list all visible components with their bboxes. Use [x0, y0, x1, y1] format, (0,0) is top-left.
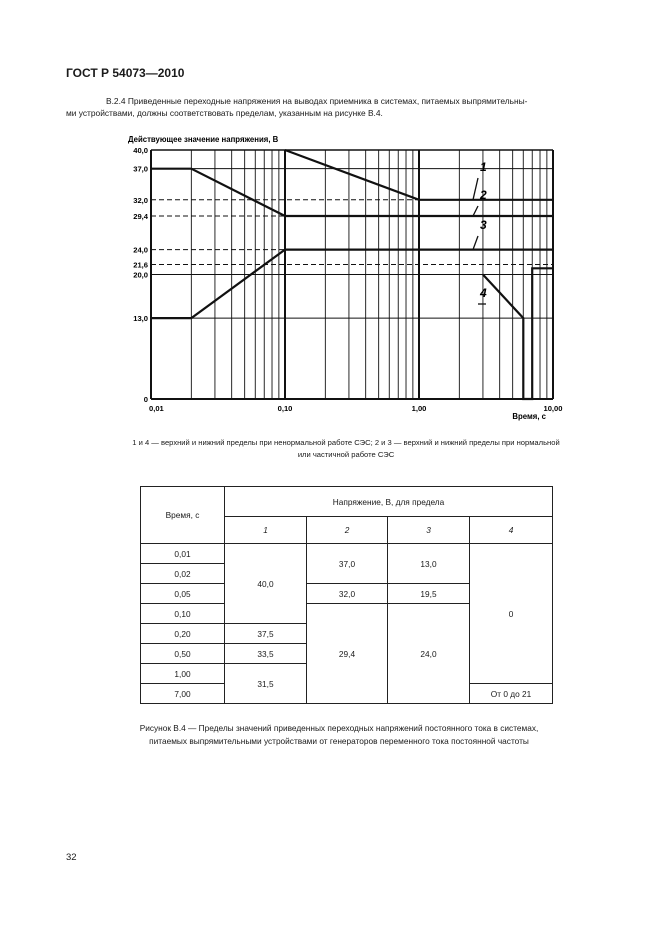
limit4-cell: От 0 до 21 — [470, 684, 553, 704]
figure-legend — [96, 437, 596, 461]
limit1-cell: 33,5 — [225, 644, 307, 664]
limit1-cell: 37,5 — [225, 624, 307, 644]
limit3-cell: 24,0 — [388, 604, 470, 704]
chart-title: Действующее значение напряжения, В — [128, 135, 279, 144]
header-limit-3: 3 — [388, 517, 470, 544]
y-tick-label: 40,0 — [133, 146, 148, 155]
callout-leader-1 — [473, 178, 478, 200]
y-tick-label: 0 — [143, 395, 148, 404]
voltage-limits-table — [140, 486, 553, 704]
page-number: 32 — [66, 852, 77, 863]
series-label-1: 1 — [480, 160, 487, 174]
voltage-limits-chart — [0, 0, 661, 430]
limit2-cell: 32,0 — [307, 584, 388, 604]
time-cell: 7,00 — [141, 684, 225, 704]
series-line-4 — [483, 268, 553, 399]
figure-caption — [66, 722, 612, 748]
header-limit-1: 1 — [225, 517, 307, 544]
series-label-2: 2 — [480, 188, 487, 202]
time-cell: 0,02 — [141, 564, 225, 584]
limit2-cell: 37,0 — [307, 544, 388, 584]
y-tick-label: 29,4 — [133, 211, 148, 221]
header-time: Время, с — [141, 487, 225, 544]
figure-caption-line-2: питаемых выпрямительными устройствами от генераторов переменного тока постоянной частоты — [149, 736, 529, 746]
limit3-cell: 19,5 — [388, 584, 470, 604]
x-tick-label: 0,01 — [149, 404, 164, 413]
series-callouts — [473, 160, 487, 304]
x-axis-title: Время, с — [512, 412, 546, 421]
x-tick-label: 0,10 — [277, 404, 293, 413]
y-tick-label: 32,0 — [133, 195, 148, 205]
document-header: ГОСТ Р 54073—2010 — [66, 66, 185, 80]
paragraph-line-1: В.2.4 Приведенные переходные напряжения на выводах приемника в системах, питаемых выпрямительны- — [106, 96, 528, 106]
time-cell: 0,10 — [141, 604, 225, 624]
figure-legend-line-2: или частичной работе СЭС — [297, 450, 395, 459]
limit3-cell: 13,0 — [388, 544, 470, 584]
paragraph-line-2: ми устройствами, должны соответствовать пределам, указанным на рисунке В.4. — [66, 108, 383, 118]
limit1-cell: 40,0 — [225, 544, 307, 624]
figure-legend-line-1: 1 и 4 — верхний и нижний пределы при ненормальной работе СЭС; 2 и 3 — верхний и нижний пределы при нормальной — [132, 438, 560, 447]
y-tick-label: 24,0 — [133, 245, 148, 255]
limit1-cell: 31,5 — [225, 664, 307, 704]
limit4-cell: 0 — [470, 544, 553, 684]
header-limit-4: 4 — [470, 517, 553, 544]
chart-grid — [151, 150, 553, 399]
x-axis-ticks — [149, 404, 563, 413]
time-cell: 0,20 — [141, 624, 225, 644]
header-voltage: Напряжение, В, для предела — [225, 487, 553, 517]
x-tick-label: 10,00 — [543, 404, 563, 413]
y-tick-label: 37,0 — [133, 164, 148, 174]
callout-leader-3 — [473, 236, 478, 250]
series-label-4: 4 — [480, 286, 487, 300]
series-label-3: 3 — [480, 218, 487, 232]
time-cell: 0,01 — [141, 544, 225, 564]
y-tick-label: 13,0 — [133, 314, 148, 324]
figure-caption-line-1: Рисунок В.4 — Пределы значений приведенных переходных напряжений постоянного тока в системах, — [139, 723, 539, 733]
x-tick-label: 1,00 — [411, 404, 427, 413]
callout-leader-2 — [473, 206, 478, 216]
y-tick-label: 20,0 — [133, 270, 148, 280]
y-axis-ticks — [133, 146, 149, 404]
time-cell: 1,00 — [141, 664, 225, 684]
time-cell: 0,50 — [141, 644, 225, 664]
time-cell: 0,05 — [141, 584, 225, 604]
limit2-cell: 29,4 — [307, 604, 388, 704]
y-tick-label: 21,6 — [133, 260, 148, 270]
header-limit-2: 2 — [307, 517, 388, 544]
